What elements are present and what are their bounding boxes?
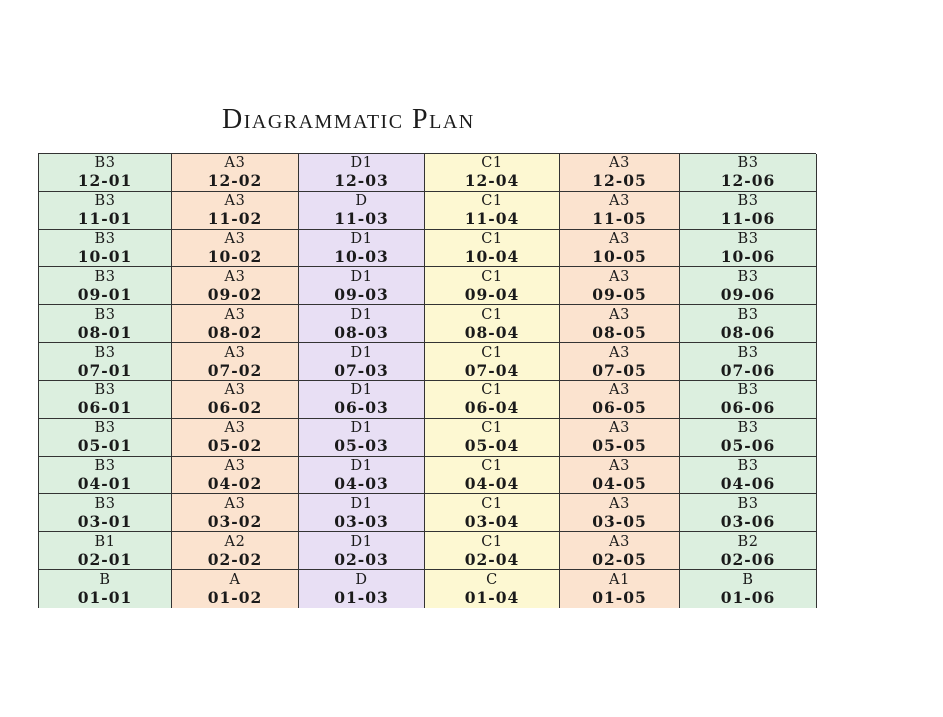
unit-number-label: 11-05 <box>592 209 647 229</box>
unit-type-label: A3 <box>609 344 630 361</box>
unit-cell <box>172 570 299 608</box>
unit-type-label: A3 <box>609 155 630 172</box>
unit-cell <box>680 457 817 495</box>
unit-type-label: B3 <box>737 193 759 210</box>
unit-cell <box>172 419 299 457</box>
unit-number-label: 01-04 <box>464 588 520 608</box>
unit-number-label: 05-03 <box>334 436 389 456</box>
unit-type-label: A3 <box>224 420 246 437</box>
unit-type-label: B3 <box>94 155 116 172</box>
unit-number-label: 06-06 <box>720 398 776 418</box>
unit-type-label: B3 <box>737 231 759 248</box>
unit-type-label: A3 <box>224 495 246 512</box>
unit-number-label: 05-02 <box>207 436 263 456</box>
unit-cell <box>560 305 680 343</box>
unit-number-label: 10-05 <box>592 247 647 267</box>
unit-cell <box>425 154 560 192</box>
unit-number-label: 10-03 <box>334 247 389 267</box>
unit-cell <box>39 192 172 230</box>
unit-type-label: D1 <box>350 495 373 512</box>
unit-number-label: 03-03 <box>334 511 389 531</box>
unit-number-label: 03-06 <box>720 511 776 531</box>
unit-cell <box>680 494 817 532</box>
unit-cell <box>425 305 560 343</box>
unit-number-label: 07-01 <box>77 360 133 380</box>
unit-cell <box>680 343 817 381</box>
unit-type-label: C1 <box>481 458 503 475</box>
unit-type-label: B3 <box>94 268 116 285</box>
unit-number-label: 11-02 <box>207 209 263 229</box>
unit-cell <box>172 192 299 230</box>
unit-cell <box>172 267 299 305</box>
unit-type-label: B3 <box>737 306 759 323</box>
unit-number-label: 04-06 <box>720 474 776 494</box>
unit-number-label: 06-04 <box>464 398 520 418</box>
unit-number-label: 08-05 <box>592 322 647 342</box>
unit-cell <box>299 192 425 230</box>
unit-cell <box>172 230 299 268</box>
unit-cell <box>299 154 425 192</box>
unit-cell <box>299 532 425 570</box>
unit-type-label: D1 <box>350 344 373 361</box>
unit-type-label: C1 <box>481 306 503 323</box>
unit-type-label: C1 <box>481 533 503 550</box>
unit-number-label: 01-06 <box>720 588 776 608</box>
unit-type-label: A3 <box>224 306 246 323</box>
unit-number-label: 11-03 <box>334 209 389 229</box>
unit-type-label: C1 <box>481 193 503 210</box>
unit-number-label: 05-05 <box>592 436 647 456</box>
unit-cell <box>39 343 172 381</box>
unit-type-label: C1 <box>481 155 503 172</box>
unit-cell <box>39 494 172 532</box>
unit-type-label: D1 <box>350 306 373 323</box>
unit-type-label: A3 <box>609 231 630 248</box>
unit-cell <box>560 343 680 381</box>
unit-number-label: 04-01 <box>77 474 133 494</box>
unit-number-label: 02-04 <box>464 549 520 569</box>
unit-type-label: D1 <box>350 268 373 285</box>
unit-cell <box>425 192 560 230</box>
unit-cell <box>425 267 560 305</box>
unit-number-label: 06-01 <box>77 398 133 418</box>
unit-type-label: D1 <box>350 420 373 437</box>
unit-cell <box>680 305 817 343</box>
unit-type-label: B1 <box>94 533 116 550</box>
unit-cell <box>172 381 299 419</box>
unit-cell <box>560 381 680 419</box>
unit-cell <box>299 419 425 457</box>
unit-type-label: B3 <box>94 458 116 475</box>
unit-type-label: A1 <box>609 572 630 589</box>
unit-number-label: 01-03 <box>334 588 389 608</box>
unit-type-label: B3 <box>94 382 116 399</box>
unit-number-label: 01-02 <box>207 588 263 608</box>
unit-number-label: 04-03 <box>334 474 389 494</box>
unit-number-label: 11-04 <box>464 209 520 229</box>
unit-type-label: A3 <box>609 306 630 323</box>
unit-number-label: 12-03 <box>334 171 389 191</box>
unit-cell <box>39 532 172 570</box>
unit-number-label: 07-03 <box>334 360 389 380</box>
unit-type-label: A3 <box>609 495 630 512</box>
unit-number-label: 02-06 <box>720 549 776 569</box>
unit-type-label: D1 <box>350 231 373 248</box>
unit-number-label: 08-02 <box>207 322 263 342</box>
unit-type-label: C1 <box>481 268 503 285</box>
unit-type-label: B3 <box>737 268 759 285</box>
unit-number-label: 02-02 <box>207 549 263 569</box>
unit-type-label: B2 <box>737 533 759 550</box>
unit-type-label: B3 <box>737 420 759 437</box>
unit-number-label: 09-06 <box>720 284 776 304</box>
unit-type-label: A3 <box>224 268 246 285</box>
unit-type-label: A3 <box>224 458 246 475</box>
unit-cell <box>425 570 560 608</box>
unit-cell <box>299 230 425 268</box>
unit-type-label: A3 <box>224 193 246 210</box>
unit-number-label: 06-02 <box>207 398 263 418</box>
unit-number-label: 05-01 <box>77 436 133 456</box>
unit-type-label: A3 <box>609 420 630 437</box>
unit-cell <box>425 419 560 457</box>
unit-type-label: B3 <box>737 458 759 475</box>
unit-number-label: 10-04 <box>464 247 520 267</box>
diagrammatic-plan-grid <box>38 153 816 608</box>
unit-cell <box>560 154 680 192</box>
unit-number-label: 01-01 <box>77 588 133 608</box>
unit-type-label: D1 <box>350 155 373 172</box>
unit-number-label: 08-03 <box>334 322 389 342</box>
unit-type-label: A3 <box>609 193 630 210</box>
unit-number-label: 08-06 <box>720 322 776 342</box>
unit-number-label: 12-05 <box>592 171 647 191</box>
unit-type-label: B3 <box>737 382 759 399</box>
unit-cell <box>39 305 172 343</box>
unit-cell <box>680 419 817 457</box>
unit-type-label: D1 <box>350 382 373 399</box>
unit-number-label: 07-02 <box>207 360 263 380</box>
unit-number-label: 12-06 <box>720 171 776 191</box>
unit-cell <box>680 192 817 230</box>
unit-number-label: 02-01 <box>77 549 133 569</box>
unit-number-label: 06-03 <box>334 398 389 418</box>
unit-type-label: B <box>99 572 111 589</box>
unit-cell <box>299 570 425 608</box>
unit-number-label: 04-04 <box>464 474 520 494</box>
unit-cell <box>425 343 560 381</box>
unit-cell <box>39 457 172 495</box>
unit-number-label: 04-02 <box>207 474 263 494</box>
unit-type-label: A3 <box>609 533 630 550</box>
unit-number-label: 09-05 <box>592 284 647 304</box>
unit-type-label: D1 <box>350 458 373 475</box>
unit-number-label: 12-04 <box>464 171 520 191</box>
unit-cell <box>680 570 817 608</box>
unit-cell <box>172 343 299 381</box>
unit-number-label: 10-02 <box>207 247 263 267</box>
unit-cell <box>425 230 560 268</box>
unit-type-label: C1 <box>481 420 503 437</box>
unit-number-label: 03-02 <box>207 511 263 531</box>
unit-number-label: 08-01 <box>77 322 133 342</box>
unit-cell <box>299 381 425 419</box>
unit-number-label: 10-01 <box>77 247 133 267</box>
unit-number-label: 09-04 <box>464 284 520 304</box>
unit-cell <box>560 457 680 495</box>
unit-type-label: C1 <box>481 231 503 248</box>
unit-cell <box>299 267 425 305</box>
unit-type-label: B3 <box>94 344 116 361</box>
unit-type-label: B3 <box>737 344 759 361</box>
unit-type-label: D1 <box>350 533 373 550</box>
unit-number-label: 12-02 <box>207 171 263 191</box>
unit-number-label: 09-02 <box>207 284 263 304</box>
unit-cell <box>560 267 680 305</box>
unit-number-label: 12-01 <box>77 171 133 191</box>
unit-number-label: 08-04 <box>464 322 520 342</box>
unit-number-label: 07-06 <box>720 360 776 380</box>
unit-cell <box>560 192 680 230</box>
unit-type-label: B3 <box>737 155 759 172</box>
unit-cell <box>680 154 817 192</box>
unit-number-label: 04-05 <box>592 474 647 494</box>
unit-type-label: C1 <box>481 344 503 361</box>
unit-type-label: B3 <box>94 495 116 512</box>
unit-cell <box>39 419 172 457</box>
unit-type-label: C <box>486 572 498 589</box>
unit-cell <box>172 305 299 343</box>
unit-type-label: A3 <box>224 155 246 172</box>
unit-number-label: 09-01 <box>77 284 133 304</box>
unit-number-label: 02-03 <box>334 549 389 569</box>
unit-cell <box>560 532 680 570</box>
unit-cell <box>39 230 172 268</box>
unit-cell <box>39 381 172 419</box>
unit-number-label: 01-05 <box>592 588 647 608</box>
unit-type-label: A <box>229 572 241 589</box>
unit-number-label: 11-06 <box>720 209 776 229</box>
unit-number-label: 05-04 <box>464 436 520 456</box>
unit-type-label: A2 <box>224 533 246 550</box>
unit-cell <box>299 343 425 381</box>
unit-number-label: 02-05 <box>592 549 647 569</box>
unit-number-label: 09-03 <box>334 284 389 304</box>
unit-number-label: 10-06 <box>720 247 776 267</box>
unit-cell <box>560 570 680 608</box>
unit-number-label: 05-06 <box>720 436 776 456</box>
unit-type-label: A3 <box>224 382 246 399</box>
unit-cell <box>172 457 299 495</box>
unit-cell <box>680 532 817 570</box>
unit-cell <box>299 494 425 532</box>
unit-cell <box>299 457 425 495</box>
unit-number-label: 03-01 <box>77 511 133 531</box>
unit-cell <box>425 494 560 532</box>
unit-cell <box>560 494 680 532</box>
unit-cell <box>680 267 817 305</box>
plan-title: Diagrammatic Plan <box>222 104 475 135</box>
unit-cell <box>560 230 680 268</box>
unit-cell <box>39 267 172 305</box>
unit-type-label: D <box>355 572 368 589</box>
unit-cell <box>172 154 299 192</box>
unit-number-label: 06-05 <box>592 398 647 418</box>
unit-cell <box>172 494 299 532</box>
unit-cell <box>299 305 425 343</box>
unit-cell <box>560 419 680 457</box>
unit-type-label: A3 <box>609 382 630 399</box>
unit-type-label: A3 <box>609 268 630 285</box>
unit-type-label: B <box>742 572 754 589</box>
unit-type-label: D <box>355 193 368 210</box>
unit-type-label: C1 <box>481 382 503 399</box>
unit-cell <box>425 457 560 495</box>
unit-cell <box>425 381 560 419</box>
unit-cell <box>39 154 172 192</box>
unit-type-label: B3 <box>94 420 116 437</box>
unit-type-label: B3 <box>94 193 116 210</box>
unit-cell <box>680 230 817 268</box>
unit-type-label: A3 <box>224 344 246 361</box>
unit-cell <box>39 570 172 608</box>
unit-type-label: C1 <box>481 495 503 512</box>
unit-type-label: B3 <box>94 306 116 323</box>
unit-type-label: B3 <box>94 231 116 248</box>
unit-cell <box>425 532 560 570</box>
unit-number-label: 03-04 <box>464 511 520 531</box>
unit-type-label: A3 <box>609 458 630 475</box>
unit-number-label: 03-05 <box>592 511 647 531</box>
unit-type-label: A3 <box>224 231 246 248</box>
unit-number-label: 07-04 <box>464 360 520 380</box>
unit-cell <box>172 532 299 570</box>
unit-cell <box>680 381 817 419</box>
unit-type-label: B3 <box>737 495 759 512</box>
unit-number-label: 07-05 <box>592 360 647 380</box>
unit-number-label: 11-01 <box>77 209 133 229</box>
